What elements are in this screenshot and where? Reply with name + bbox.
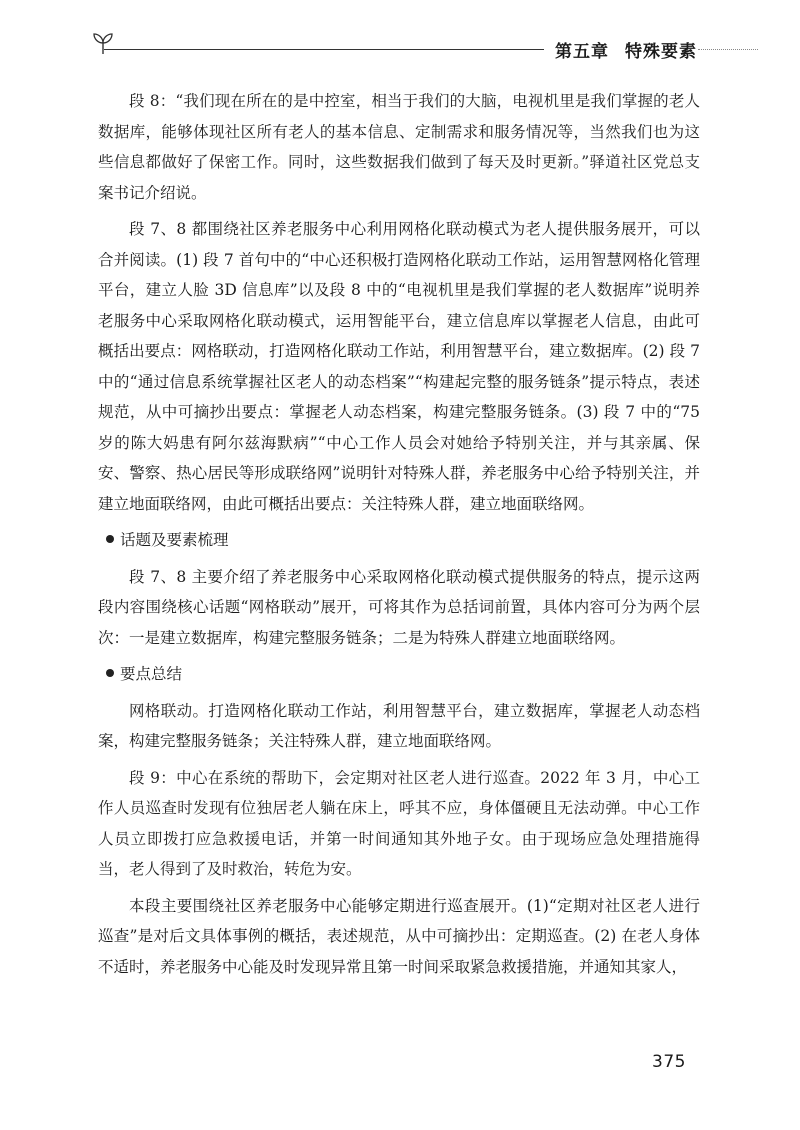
summary-paragraph: 网格联动。打造网格化联动工作站，利用智慧平台，建立数据库，掌握老人动态档案，构建完整服务链条；关注特殊人群，建立地面联络网。 xyxy=(98,701,700,750)
header-chapter: 第五章 xyxy=(555,42,609,62)
page-number: 375 xyxy=(652,1052,686,1072)
analysis-paragraph-9: 本段主要围绕社区养老服务中心能够定期进行巡查展开。(1)“定期对社区老人进行巡查”是对后文具体事例的概括，表述规范，从中可摘抄出：定期巡查。(2) 在老人身体不适时，养老服务中心能及时发现异常且第一时间采取紧急救援措施，并通知其家人， xyxy=(98,896,700,976)
bullet-icon xyxy=(106,669,114,677)
page-body xyxy=(98,86,700,988)
header-dotted-rule xyxy=(698,49,758,50)
bullet-icon xyxy=(106,535,114,543)
quoted-paragraph-8: 段 8：“我们现在所在的是中控室，相当于我们的大脑，电视机里是我们掌握的老人数据库，能够体现社区所有老人的基本信息、定制需求和服务情况等，当然我们也为这些信息都做好了保密工作。同时，这些数据我们做到了每天及时更新。”驿道社区党总支案书记介绍说。 xyxy=(98,92,700,202)
topic-paragraph: 段 7、8 主要介绍了养老服务中心采取网格化联动模式提供服务的特点，提示这两段内容围绕核心话题“网格联动”展开，可将其作为总括词前置，具体内容可分为两个层次：一是建立数据库，构建完整服务链条；二是为特殊人群建立地面联络网。 xyxy=(98,567,700,647)
quoted-paragraph-9: 段 9：中心在系统的帮助下，会定期对社区老人进行巡查。2022 年 3 月，中心工作人员巡查时发现有位独居老人躺在床上，呼其不应，身体僵硬且无法动弹。中心工作人员立即拨打应急救援电话，并第一时间通知其外地子女。由于现场应急处理措施得当，老人得到了及时救治，转危为安。 xyxy=(98,768,700,878)
sprout-icon xyxy=(90,30,116,56)
header-section: 特殊要素 xyxy=(625,42,697,62)
section-heading-topic xyxy=(98,525,700,556)
section-heading-topic-label: 话题及要素梳理 xyxy=(120,531,229,549)
analysis-paragraph-7-8: 段 7、8 都围绕社区养老服务中心利用网格化联动模式为老人提供服务展开，可以合并阅读。(1) 段 7 首句中的“中心还积极打造网格化联动工作站，运用智慧网格化管理平台，建立人脸 3D 信息库”以及段 8 中的“电视机里是我们掌握的老人数据库”说明养老服务中心采取网格化联动模式，运用智能平台，建立信息库以掌握老人信息，由此可概括出要点：网格联动，打造网格化联动工作站，利用智慧平台，建立数据库。(2) 段 7 中的“通过信息系统掌握社区老人的动态档案”“构建起完整的服务链条”提示特点，表述规范，从中可摘抄出要点：掌握老人动态档案，构建完整服务链条。(3) 段 7 中的“75 岁的陈大妈患有阿尔兹海默病”“中心工作人员会对她给予特别关注，并与其亲属、保安、警察、热心居民等形成联络网”说明针对特殊人群，养老服务中心给予特别关注，并建立地面联络网，由此可概括出要点：关注特殊人群，建立地面联络网。 xyxy=(98,220,700,513)
running-header-title xyxy=(555,37,697,62)
section-heading-summary-label: 要点总结 xyxy=(120,665,183,683)
section-heading-summary xyxy=(98,659,700,690)
page-header xyxy=(90,30,730,70)
header-rule xyxy=(104,49,544,50)
